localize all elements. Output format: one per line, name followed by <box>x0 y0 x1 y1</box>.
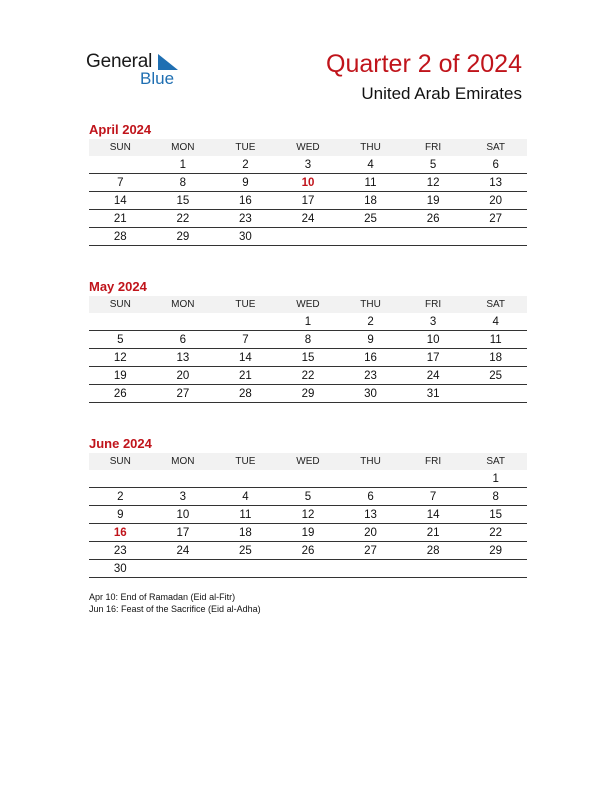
month-calendar-table <box>89 453 527 578</box>
month-title: April 2024 <box>89 122 152 137</box>
day-cell: 18 <box>464 349 527 367</box>
day-cell: 15 <box>464 506 527 524</box>
day-cell: 12 <box>89 349 152 367</box>
day-cell: 23 <box>339 367 402 385</box>
day-cell: 28 <box>402 542 465 560</box>
day-cell: 8 <box>464 488 527 506</box>
weekday-header: THU <box>339 139 402 156</box>
week-row <box>89 560 527 578</box>
day-cell: 5 <box>89 331 152 349</box>
week-row <box>89 385 527 403</box>
week-row <box>89 367 527 385</box>
weekday-header: FRI <box>402 453 465 470</box>
weekday-header: TUE <box>214 453 277 470</box>
month-title: June 2024 <box>89 436 152 451</box>
day-cell: 1 <box>152 156 215 174</box>
empty-day-cell <box>214 560 277 578</box>
week-row <box>89 228 527 246</box>
empty-day-cell <box>277 470 340 488</box>
holiday-note: Jun 16: Feast of the Sacrifice (Eid al-Adha) <box>89 604 261 614</box>
day-cell: 25 <box>214 542 277 560</box>
empty-day-cell <box>339 470 402 488</box>
country-name: United Arab Emirates <box>361 84 522 103</box>
day-cell: 30 <box>89 560 152 578</box>
day-cell: 11 <box>464 331 527 349</box>
day-cell: 23 <box>214 210 277 228</box>
day-cell: 1 <box>277 313 340 331</box>
day-cell: 17 <box>277 192 340 210</box>
week-row <box>89 506 527 524</box>
holiday-notes <box>89 591 261 615</box>
weekday-header: SUN <box>89 296 152 313</box>
day-cell: 27 <box>152 385 215 403</box>
day-cell: 9 <box>339 331 402 349</box>
empty-day-cell <box>152 313 215 331</box>
brand-name-blue: Blue <box>140 69 175 88</box>
day-cell: 10 <box>152 506 215 524</box>
weekday-header: MON <box>152 453 215 470</box>
day-cell: 7 <box>402 488 465 506</box>
day-cell: 13 <box>464 174 527 192</box>
day-cell: 6 <box>339 488 402 506</box>
day-cell: 4 <box>339 156 402 174</box>
day-cell: 3 <box>152 488 215 506</box>
empty-day-cell <box>152 470 215 488</box>
day-cell: 8 <box>277 331 340 349</box>
empty-day-cell <box>339 228 402 246</box>
holiday-note: Apr 10: End of Ramadan (Eid al-Fitr) <box>89 592 236 602</box>
day-cell: 8 <box>152 174 215 192</box>
day-cell: 22 <box>464 524 527 542</box>
week-row <box>89 313 527 331</box>
day-cell: 27 <box>464 210 527 228</box>
day-cell: 29 <box>152 228 215 246</box>
day-cell: 26 <box>277 542 340 560</box>
weekday-header: SUN <box>89 453 152 470</box>
week-row <box>89 349 527 367</box>
month-june <box>89 436 527 578</box>
empty-day-cell <box>214 470 277 488</box>
day-cell: 20 <box>152 367 215 385</box>
weekday-header: THU <box>339 296 402 313</box>
day-cell: 7 <box>214 331 277 349</box>
day-cell: 6 <box>464 156 527 174</box>
day-cell: 30 <box>339 385 402 403</box>
week-row <box>89 156 527 174</box>
day-cell: 27 <box>339 542 402 560</box>
weekday-header: FRI <box>402 139 465 156</box>
day-cell: 2 <box>89 488 152 506</box>
day-cell: 22 <box>277 367 340 385</box>
day-cell: 6 <box>152 331 215 349</box>
month-title: May 2024 <box>89 279 147 294</box>
day-cell: 19 <box>89 367 152 385</box>
day-cell: 21 <box>214 367 277 385</box>
day-cell: 14 <box>89 192 152 210</box>
empty-day-cell <box>402 470 465 488</box>
empty-day-cell <box>89 313 152 331</box>
day-cell: 5 <box>277 488 340 506</box>
page-title: Quarter 2 of 2024 <box>326 50 522 78</box>
day-cell: 29 <box>464 542 527 560</box>
day-cell: 25 <box>464 367 527 385</box>
weekday-header: FRI <box>402 296 465 313</box>
week-row <box>89 192 527 210</box>
month-calendar-table <box>89 139 527 246</box>
day-cell: 5 <box>402 156 465 174</box>
brand-name-general: General <box>86 51 153 72</box>
day-cell: 28 <box>214 385 277 403</box>
month-april <box>89 122 527 246</box>
day-cell: 21 <box>89 210 152 228</box>
day-cell: 10 <box>402 331 465 349</box>
weekday-header: MON <box>152 296 215 313</box>
day-cell: 15 <box>277 349 340 367</box>
day-cell: 4 <box>464 313 527 331</box>
empty-day-cell <box>214 313 277 331</box>
week-row <box>89 542 527 560</box>
empty-day-cell <box>464 385 527 403</box>
day-cell: 3 <box>402 313 465 331</box>
day-cell: 16 <box>339 349 402 367</box>
week-row <box>89 174 527 192</box>
day-cell: 17 <box>402 349 465 367</box>
day-cell: 14 <box>402 506 465 524</box>
day-cell: 1 <box>464 470 527 488</box>
day-cell: 16 <box>89 524 152 542</box>
day-cell: 26 <box>89 385 152 403</box>
weekday-header: SAT <box>464 139 527 156</box>
day-cell: 28 <box>89 228 152 246</box>
empty-day-cell <box>402 228 465 246</box>
day-cell: 19 <box>402 192 465 210</box>
day-cell: 4 <box>214 488 277 506</box>
day-cell: 10 <box>277 174 340 192</box>
day-cell: 22 <box>152 210 215 228</box>
day-cell: 2 <box>214 156 277 174</box>
month-may <box>89 279 527 403</box>
day-cell: 23 <box>89 542 152 560</box>
day-cell: 26 <box>402 210 465 228</box>
week-row <box>89 488 527 506</box>
month-calendar-table <box>89 296 527 403</box>
day-cell: 13 <box>339 506 402 524</box>
day-cell: 3 <box>277 156 340 174</box>
day-cell: 19 <box>277 524 340 542</box>
weekday-header: WED <box>277 296 340 313</box>
day-cell: 2 <box>339 313 402 331</box>
day-cell: 30 <box>214 228 277 246</box>
day-cell: 13 <box>152 349 215 367</box>
day-cell: 21 <box>402 524 465 542</box>
day-cell: 25 <box>339 210 402 228</box>
day-cell: 20 <box>464 192 527 210</box>
day-cell: 12 <box>277 506 340 524</box>
weekday-header: SAT <box>464 296 527 313</box>
day-cell: 9 <box>89 506 152 524</box>
weekday-header: WED <box>277 453 340 470</box>
day-cell: 9 <box>214 174 277 192</box>
day-cell: 20 <box>339 524 402 542</box>
day-cell: 16 <box>214 192 277 210</box>
brand-logo <box>86 51 196 89</box>
day-cell: 15 <box>152 192 215 210</box>
day-cell: 7 <box>89 174 152 192</box>
weekday-header: THU <box>339 453 402 470</box>
empty-day-cell <box>89 470 152 488</box>
empty-day-cell <box>464 228 527 246</box>
empty-day-cell <box>277 228 340 246</box>
day-cell: 29 <box>277 385 340 403</box>
weekday-header: WED <box>277 139 340 156</box>
day-cell: 11 <box>339 174 402 192</box>
week-row <box>89 524 527 542</box>
day-cell: 11 <box>214 506 277 524</box>
day-cell: 31 <box>402 385 465 403</box>
week-row <box>89 470 527 488</box>
day-cell: 17 <box>152 524 215 542</box>
day-cell: 18 <box>339 192 402 210</box>
weekday-header: SAT <box>464 453 527 470</box>
empty-day-cell <box>402 560 465 578</box>
empty-day-cell <box>89 156 152 174</box>
day-cell: 14 <box>214 349 277 367</box>
day-cell: 24 <box>152 542 215 560</box>
weekday-header: TUE <box>214 296 277 313</box>
empty-day-cell <box>277 560 340 578</box>
weekday-header: MON <box>152 139 215 156</box>
empty-day-cell <box>464 560 527 578</box>
empty-day-cell <box>152 560 215 578</box>
day-cell: 18 <box>214 524 277 542</box>
week-row <box>89 210 527 228</box>
day-cell: 24 <box>402 367 465 385</box>
weekday-header: TUE <box>214 139 277 156</box>
empty-day-cell <box>339 560 402 578</box>
day-cell: 24 <box>277 210 340 228</box>
weekday-header: SUN <box>89 139 152 156</box>
day-cell: 12 <box>402 174 465 192</box>
week-row <box>89 331 527 349</box>
